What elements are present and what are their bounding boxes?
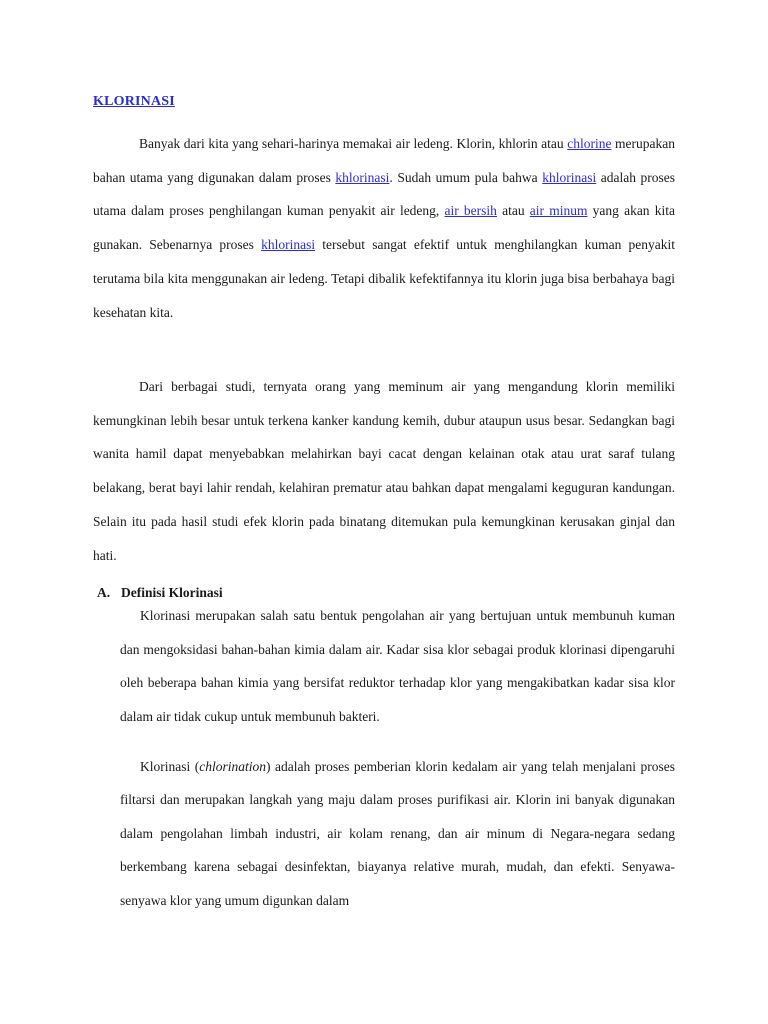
link-chlorine[interactable]: chlorine xyxy=(567,136,612,151)
section-title: Definisi Klorinasi xyxy=(121,585,223,600)
text: yang akan kita gunakan. Sebenarnya proses xyxy=(93,203,675,253)
text: merupakan bahan utama yang digunakan dalam proses xyxy=(93,136,675,185)
paragraph-intro xyxy=(93,127,675,329)
link-khlorinasi-2[interactable]: khlorinasi xyxy=(542,169,597,185)
paragraph-studies: Dari berbagai studi, ternyata orang yang meminum air yang mengandung klorin memiliki kemungkinan lebih besar untuk terkena kanker kandung kemih, dubur ataupun usus besar. Sedangkan bagi wanita hamil dapat menyebabkan melahirkan bayi cacat dengan kelainan otak atau urat saraf tulang belakang, berat bayi lahir rendah, kelahiran prematur atau bahkan dapat mengalami keguguran kandungan. Selain itu pada hasil studi efek klorin pada binatang ditemukan pula kemungkinan kerusakan ginjal dan hati. xyxy=(93,379,675,563)
link-khlorinasi-1[interactable]: khlorinasi xyxy=(335,169,390,185)
text: Banyak dari kita yang sehari-harinya memakai air ledeng. Klorin, khlorin atau xyxy=(139,136,568,151)
link-air-bersih[interactable]: air bersih xyxy=(444,203,497,219)
text: Klorinasi ( xyxy=(140,759,200,774)
text: adalah proses utama dalam proses penghilangan kuman penyakit air ledeng, xyxy=(93,169,675,219)
link-khlorinasi-3[interactable]: khlorinasi xyxy=(261,237,316,253)
link-air-minum[interactable]: air minum xyxy=(529,203,588,219)
text: atau xyxy=(496,203,530,219)
text: . Sudah umum pula bahwa xyxy=(389,169,543,185)
section-paragraph-1: Klorinasi merupakan salah satu bentuk pengolahan air yang bertujuan untuk membunuh kuman dan mengoksidasi bahan-bahan kimia dalam air. Kadar sisa klor sebagai produk klorinasi dipengaruhi oleh beberapa bahan kimia yang bersifat reduktor terhadap klor yang mengakibatkan kadar sisa klor dalam air tidak cukup untuk membunuh bakteri. xyxy=(120,608,675,725)
italic-term: chlorination xyxy=(199,759,267,774)
text: tersebut sangat efektif untuk menghilangkan kuman penyakit terutama bila kita menggunakan air ledeng. Tetapi dibalik kefektifannya itu klorin juga bisa berbahaya bagi kesehatan kita. xyxy=(93,237,676,320)
section-paragraph-2 xyxy=(120,750,675,917)
text: ) adalah proses pemberian klorin kedalam air yang telah menjalani proses filtarsi dan merupakan langkah yang maju dalam proses purifikasi air. Klorin ini banyak digunakan dalam pengolahan limbah industri, air kolam renang, dan air minum di Negara-negara sedang berkembang karena sebagai desinfektan, biayanya relative murah, mudah, dan efekti. Senyawa-senyawa klor yang umum digunkan dalam xyxy=(120,759,675,908)
document-title-link[interactable]: KLORINASI xyxy=(93,94,175,109)
section-number: A. xyxy=(97,585,111,600)
